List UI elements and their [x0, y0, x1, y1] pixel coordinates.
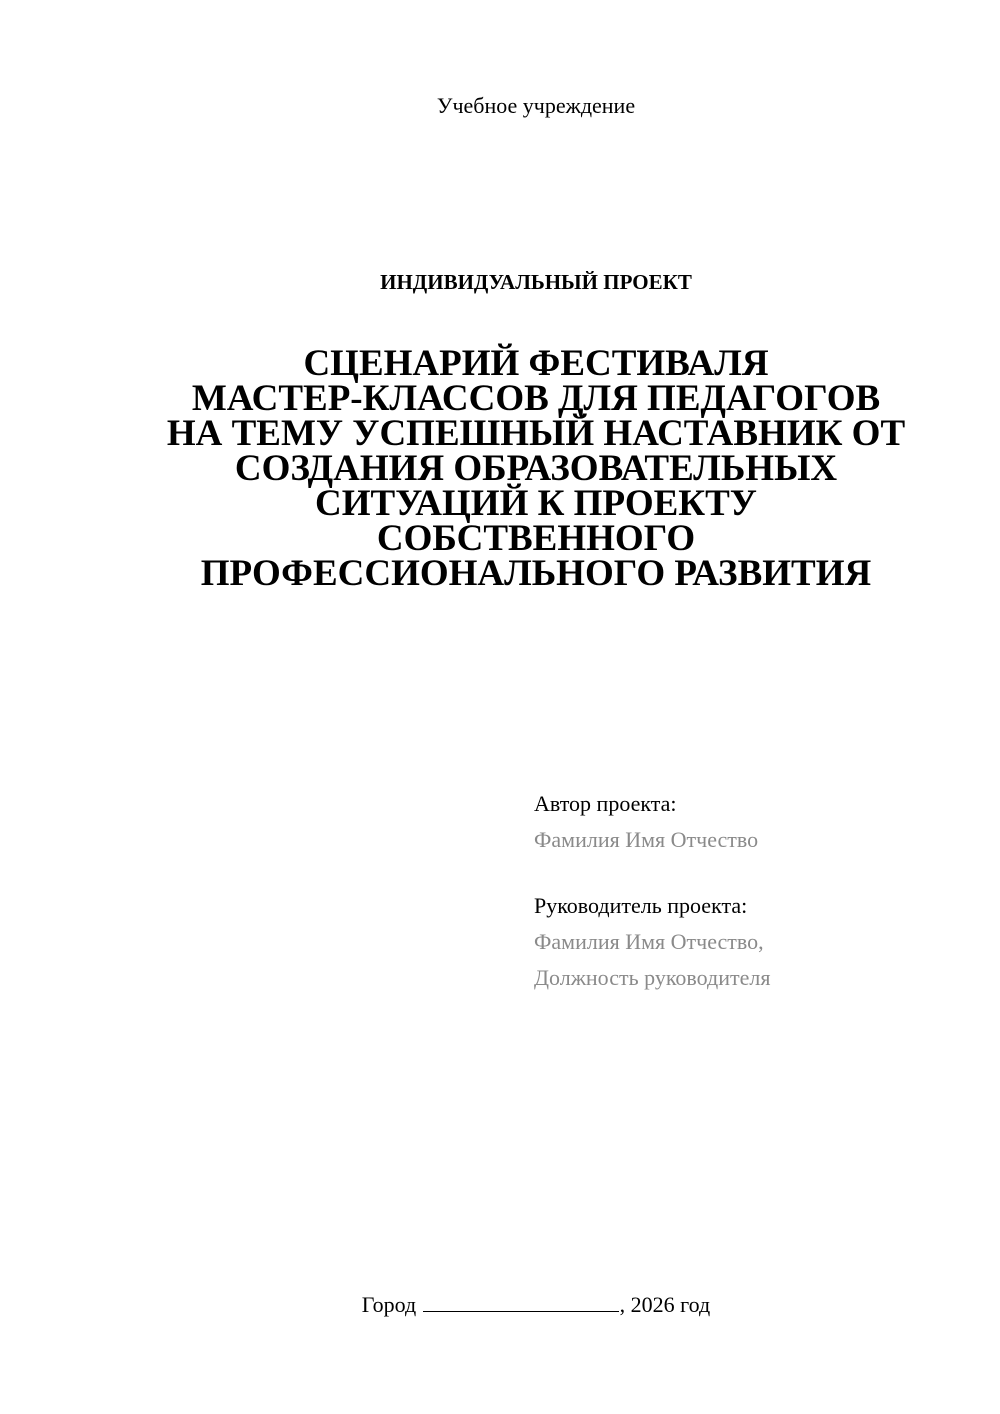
year-text: , 2026 год — [619, 1292, 711, 1317]
supervisor-position-placeholder: Должность руководителя — [534, 965, 771, 990]
institution-name: Учебное учреждение — [436, 93, 636, 118]
project-title-line: СИТУАЦИЙ К ПРОЕКТУ — [315, 483, 757, 524]
footer-city-year — [0, 1290, 1000, 1320]
project-title-line: ПРОФЕССИОНАЛЬНОГО РАЗВИТИЯ — [200, 553, 872, 594]
city-label: Город — [361, 1292, 417, 1317]
authors-block — [534, 786, 974, 996]
supervisor-name-placeholder: Фамилия Имя Отчество, — [534, 929, 764, 954]
project-title — [130, 343, 942, 594]
project-title-line: СЦЕНАРИЙ ФЕСТИВАЛЯ — [303, 343, 769, 384]
project-title-line: СОЗДАНИЯ ОБРАЗОВАТЕЛЬНЫХ — [234, 448, 838, 489]
project-title-line: СОБСТВЕННОГО — [376, 518, 696, 559]
project-type-heading: ИНДИВИДУАЛЬНЫЙ ПРОЕКТ — [380, 270, 692, 294]
project-title-line: МАСТЕР-КЛАССОВ ДЛЯ ПЕДАГОГОВ — [191, 378, 881, 419]
author-label: Автор проекта: — [534, 791, 677, 816]
city-blank-line — [423, 1291, 619, 1312]
author-name-placeholder: Фамилия Имя Отчество — [534, 827, 759, 852]
spacer — [534, 858, 974, 888]
project-title-line: НА ТЕМУ УСПЕШНЫЙ НАСТАВНИК ОТ — [166, 413, 906, 454]
supervisor-label: Руководитель проекта: — [534, 893, 748, 918]
